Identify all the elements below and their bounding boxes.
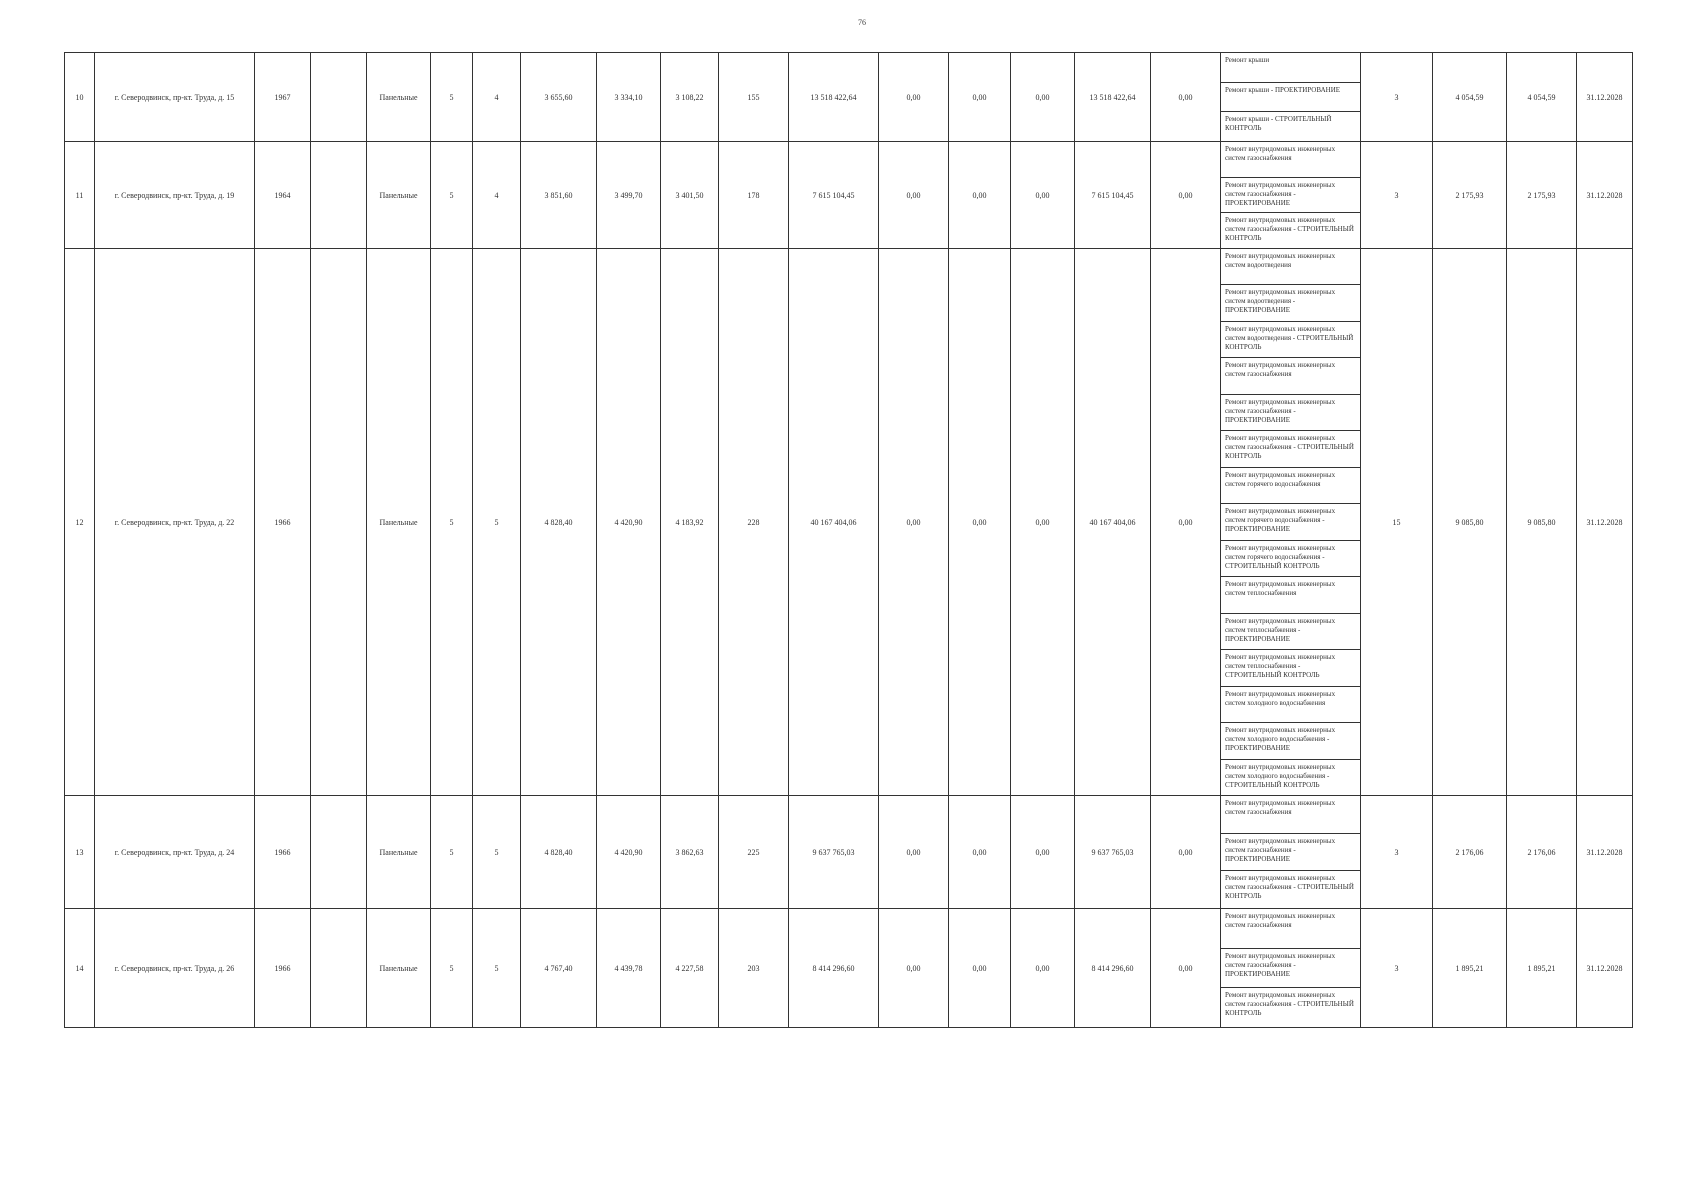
work-count-cell: 3 [1361,53,1433,142]
work-item: Ремонт внутридомовых инженерных систем газоснабжения - СТРОИТЕЛЬНЫЙ КОНТРОЛЬ [1225,874,1354,901]
floors-cell: 5 [431,249,473,796]
residential-area-cell: 4 227,58 [661,909,719,1028]
total-area-cell: 4 767,40 [521,909,597,1028]
cost-owners-cell: 9 637 765,03 [1075,796,1151,909]
cost-total-cell: 9 637 765,03 [789,796,879,909]
entrances-cell: 4 [473,142,521,249]
residents-cell: 178 [719,142,789,249]
empty-cell [311,909,367,1028]
cost-owners-cell: 7 615 104,45 [1075,142,1151,249]
work-item: Ремонт внутридомовых инженерных систем теплоснабжения - ПРОЕКТИРОВАНИЕ [1221,614,1360,650]
row-number: 12 [65,249,95,796]
table-row [65,249,1633,796]
total-area-cell: 4 828,40 [521,796,597,909]
cost-other-cell: 0,00 [1151,142,1221,249]
work-item: Ремонт внутридомовых инженерных систем холодного водоснабжения - ПРОЕКТИРОВАНИЕ [1221,723,1360,759]
work-item: Ремонт внутридомовых инженерных систем холодного водоснабжения [1221,687,1360,723]
cost-total-cell: 7 615 104,45 [789,142,879,249]
cost-regional-cell: 0,00 [949,249,1011,796]
cost-owners-cell: 13 518 422,64 [1075,53,1151,142]
row-number: 14 [65,909,95,1028]
unit-cost-cell: 4 054,59 [1433,53,1507,142]
cost-federal-cell: 0,00 [879,53,949,142]
limit-cost-cell: 9 085,80 [1507,249,1577,796]
works-list [1221,53,1360,141]
work-item: Ремонт внутридомовых инженерных систем газоснабжения - СТРОИТЕЛЬНЫЙ КОНТРОЛЬ [1221,431,1360,467]
cost-total-cell: 40 167 404,06 [789,249,879,796]
limit-cost-cell: 4 054,59 [1507,53,1577,142]
cost-regional-cell: 0,00 [949,53,1011,142]
works-list [1221,249,1360,795]
work-item: Ремонт крыши - ПРОЕКТИРОВАНИЕ [1221,83,1360,113]
floors-cell: 5 [431,796,473,909]
works-cell [1221,249,1361,796]
limit-cost-cell: 2 176,06 [1507,796,1577,909]
work-count-cell: 3 [1361,796,1433,909]
deadline-cell: 31.12.2028 [1577,909,1633,1028]
unit-cost-cell: 2 176,06 [1433,796,1507,909]
cost-total-cell: 8 414 296,60 [789,909,879,1028]
table-row [65,796,1633,909]
premises-area-cell: 4 420,90 [597,796,661,909]
residential-area-cell: 3 862,63 [661,796,719,909]
cost-owners-cell: 40 167 404,06 [1075,249,1151,796]
work-item: Ремонт внутридомовых инженерных систем водоотведения [1221,249,1360,285]
table-row [65,142,1633,249]
residents-cell: 155 [719,53,789,142]
work-item: Ремонт внутридомовых инженерных систем газоснабжения - ПРОЕКТИРОВАНИЕ [1221,949,1360,989]
year-cell: 1966 [255,249,311,796]
work-item: Ремонт внутридомовых инженерных систем горячего водоснабжения - ПРОЕКТИРОВАНИЕ [1221,504,1360,540]
cost-other-cell: 0,00 [1151,796,1221,909]
cost-federal-cell: 0,00 [879,142,949,249]
table-row [65,53,1633,142]
cost-owners-cell: 8 414 296,60 [1075,909,1151,1028]
work-item: Ремонт внутридомовых инженерных систем горячего водоснабжения [1221,468,1360,504]
unit-cost-cell: 9 085,80 [1433,249,1507,796]
works-list [1221,796,1360,908]
page-number: 76 [858,18,866,27]
cost-total-cell: 13 518 422,64 [789,53,879,142]
year-cell: 1967 [255,53,311,142]
cost-municipal-cell: 0,00 [1011,249,1075,796]
cost-other-cell: 0,00 [1151,249,1221,796]
work-item: Ремонт внутридомовых инженерных систем газоснабжения [1221,358,1360,394]
cost-municipal-cell: 0,00 [1011,142,1075,249]
floors-cell: 5 [431,142,473,249]
work-item: Ремонт внутридомовых инженерных систем газоснабжения [1221,142,1360,178]
floors-cell: 5 [431,909,473,1028]
work-item: Ремонт внутридомовых инженерных систем газоснабжения - ПРОЕКТИРОВАНИЕ [1221,395,1360,431]
limit-cost-cell: 1 895,21 [1507,909,1577,1028]
address-cell: г. Северодвинск, пр-кт. Труда, д. 19 [95,142,255,249]
empty-cell [311,142,367,249]
cost-federal-cell: 0,00 [879,249,949,796]
works-list [1221,909,1360,1027]
work-item: Ремонт внутридомовых инженерных систем горячего водоснабжения - СТРОИТЕЛЬНЫЙ КОНТРОЛЬ [1221,541,1360,577]
cost-municipal-cell: 0,00 [1011,796,1075,909]
year-cell: 1966 [255,796,311,909]
works-list [1221,142,1360,248]
limit-cost-cell: 2 175,93 [1507,142,1577,249]
deadline-cell: 31.12.2028 [1577,142,1633,249]
wall-material-cell: Панельные [367,53,431,142]
cost-regional-cell: 0,00 [949,142,1011,249]
premises-area-cell: 3 499,70 [597,142,661,249]
cost-other-cell: 0,00 [1151,53,1221,142]
empty-cell [311,53,367,142]
total-area-cell: 3 655,60 [521,53,597,142]
cost-municipal-cell: 0,00 [1011,909,1075,1028]
total-area-cell: 4 828,40 [521,249,597,796]
entrances-cell: 4 [473,53,521,142]
wall-material-cell: Панельные [367,909,431,1028]
year-cell: 1964 [255,142,311,249]
cost-regional-cell: 0,00 [949,796,1011,909]
works-cell [1221,142,1361,249]
residents-cell: 225 [719,796,789,909]
work-item: Ремонт внутридомовых инженерных систем водоотведения - СТРОИТЕЛЬНЫЙ КОНТРОЛЬ [1221,322,1360,358]
work-count-cell: 3 [1361,142,1433,249]
residential-area-cell: 3 108,22 [661,53,719,142]
deadline-cell: 31.12.2028 [1577,796,1633,909]
entrances-cell: 5 [473,796,521,909]
entrances-cell: 5 [473,249,521,796]
deadline-cell: 31.12.2028 [1577,249,1633,796]
year-cell: 1966 [255,909,311,1028]
empty-cell [311,249,367,796]
work-item: Ремонт крыши - СТРОИТЕЛЬНЫЙ КОНТРОЛЬ [1225,115,1332,133]
premises-area-cell: 4 439,78 [597,909,661,1028]
unit-cost-cell: 2 175,93 [1433,142,1507,249]
address-cell: г. Северодвинск, пр-кт. Труда, д. 22 [95,249,255,796]
works-cell [1221,909,1361,1028]
work-item: Ремонт внутридомовых инженерных систем водоотведения - ПРОЕКТИРОВАНИЕ [1221,285,1360,321]
residents-cell: 203 [719,909,789,1028]
work-item: Ремонт внутридомовых инженерных систем газоснабжения - ПРОЕКТИРОВАНИЕ [1221,178,1360,214]
cost-other-cell: 0,00 [1151,909,1221,1028]
entrances-cell: 5 [473,909,521,1028]
work-item: Ремонт внутридомовых инженерных систем теплоснабжения [1221,577,1360,613]
floors-cell: 5 [431,53,473,142]
deadline-cell: 31.12.2028 [1577,53,1633,142]
wall-material-cell: Панельные [367,796,431,909]
works-cell [1221,796,1361,909]
address-cell: г. Северодвинск, пр-кт. Труда, д. 24 [95,796,255,909]
wall-material-cell: Панельные [367,142,431,249]
empty-cell [311,796,367,909]
residents-cell: 228 [719,249,789,796]
total-area-cell: 3 851,60 [521,142,597,249]
work-item: Ремонт внутридомовых инженерных систем газоснабжения [1221,909,1360,949]
cost-regional-cell: 0,00 [949,909,1011,1028]
work-item: Ремонт внутридомовых инженерных систем теплоснабжения - СТРОИТЕЛЬНЫЙ КОНТРОЛЬ [1221,650,1360,686]
capital-repair-table [64,52,1633,1028]
premises-area-cell: 4 420,90 [597,249,661,796]
work-count-cell: 3 [1361,909,1433,1028]
work-item: Ремонт крыши [1221,53,1360,83]
cost-federal-cell: 0,00 [879,796,949,909]
cost-municipal-cell: 0,00 [1011,53,1075,142]
work-item: Ремонт внутридомовых инженерных систем газоснабжения - ПРОЕКТИРОВАНИЕ [1221,834,1360,872]
work-item: Ремонт внутридомовых инженерных систем газоснабжения [1221,796,1360,834]
residential-area-cell: 4 183,92 [661,249,719,796]
table-body [65,53,1633,1028]
address-cell: г. Северодвинск, пр-кт. Труда, д. 26 [95,909,255,1028]
row-number: 11 [65,142,95,249]
premises-area-cell: 3 334,10 [597,53,661,142]
works-cell [1221,53,1361,142]
cost-federal-cell: 0,00 [879,909,949,1028]
row-number: 13 [65,796,95,909]
address-cell: г. Северодвинск, пр-кт. Труда, д. 15 [95,53,255,142]
wall-material-cell: Панельные [367,249,431,796]
table-row [65,909,1633,1028]
work-item: Ремонт внутридомовых инженерных систем газоснабжения - СТРОИТЕЛЬНЫЙ КОНТРОЛЬ [1225,991,1354,1018]
row-number: 10 [65,53,95,142]
work-count-cell: 15 [1361,249,1433,796]
work-item: Ремонт внутридомовых инженерных систем холодного водоснабжения - СТРОИТЕЛЬНЫЙ КОНТРОЛЬ [1225,762,1336,789]
residential-area-cell: 3 401,50 [661,142,719,249]
unit-cost-cell: 1 895,21 [1433,909,1507,1028]
work-item: Ремонт внутридомовых инженерных систем газоснабжения - СТРОИТЕЛЬНЫЙ КОНТРОЛЬ [1225,216,1354,243]
